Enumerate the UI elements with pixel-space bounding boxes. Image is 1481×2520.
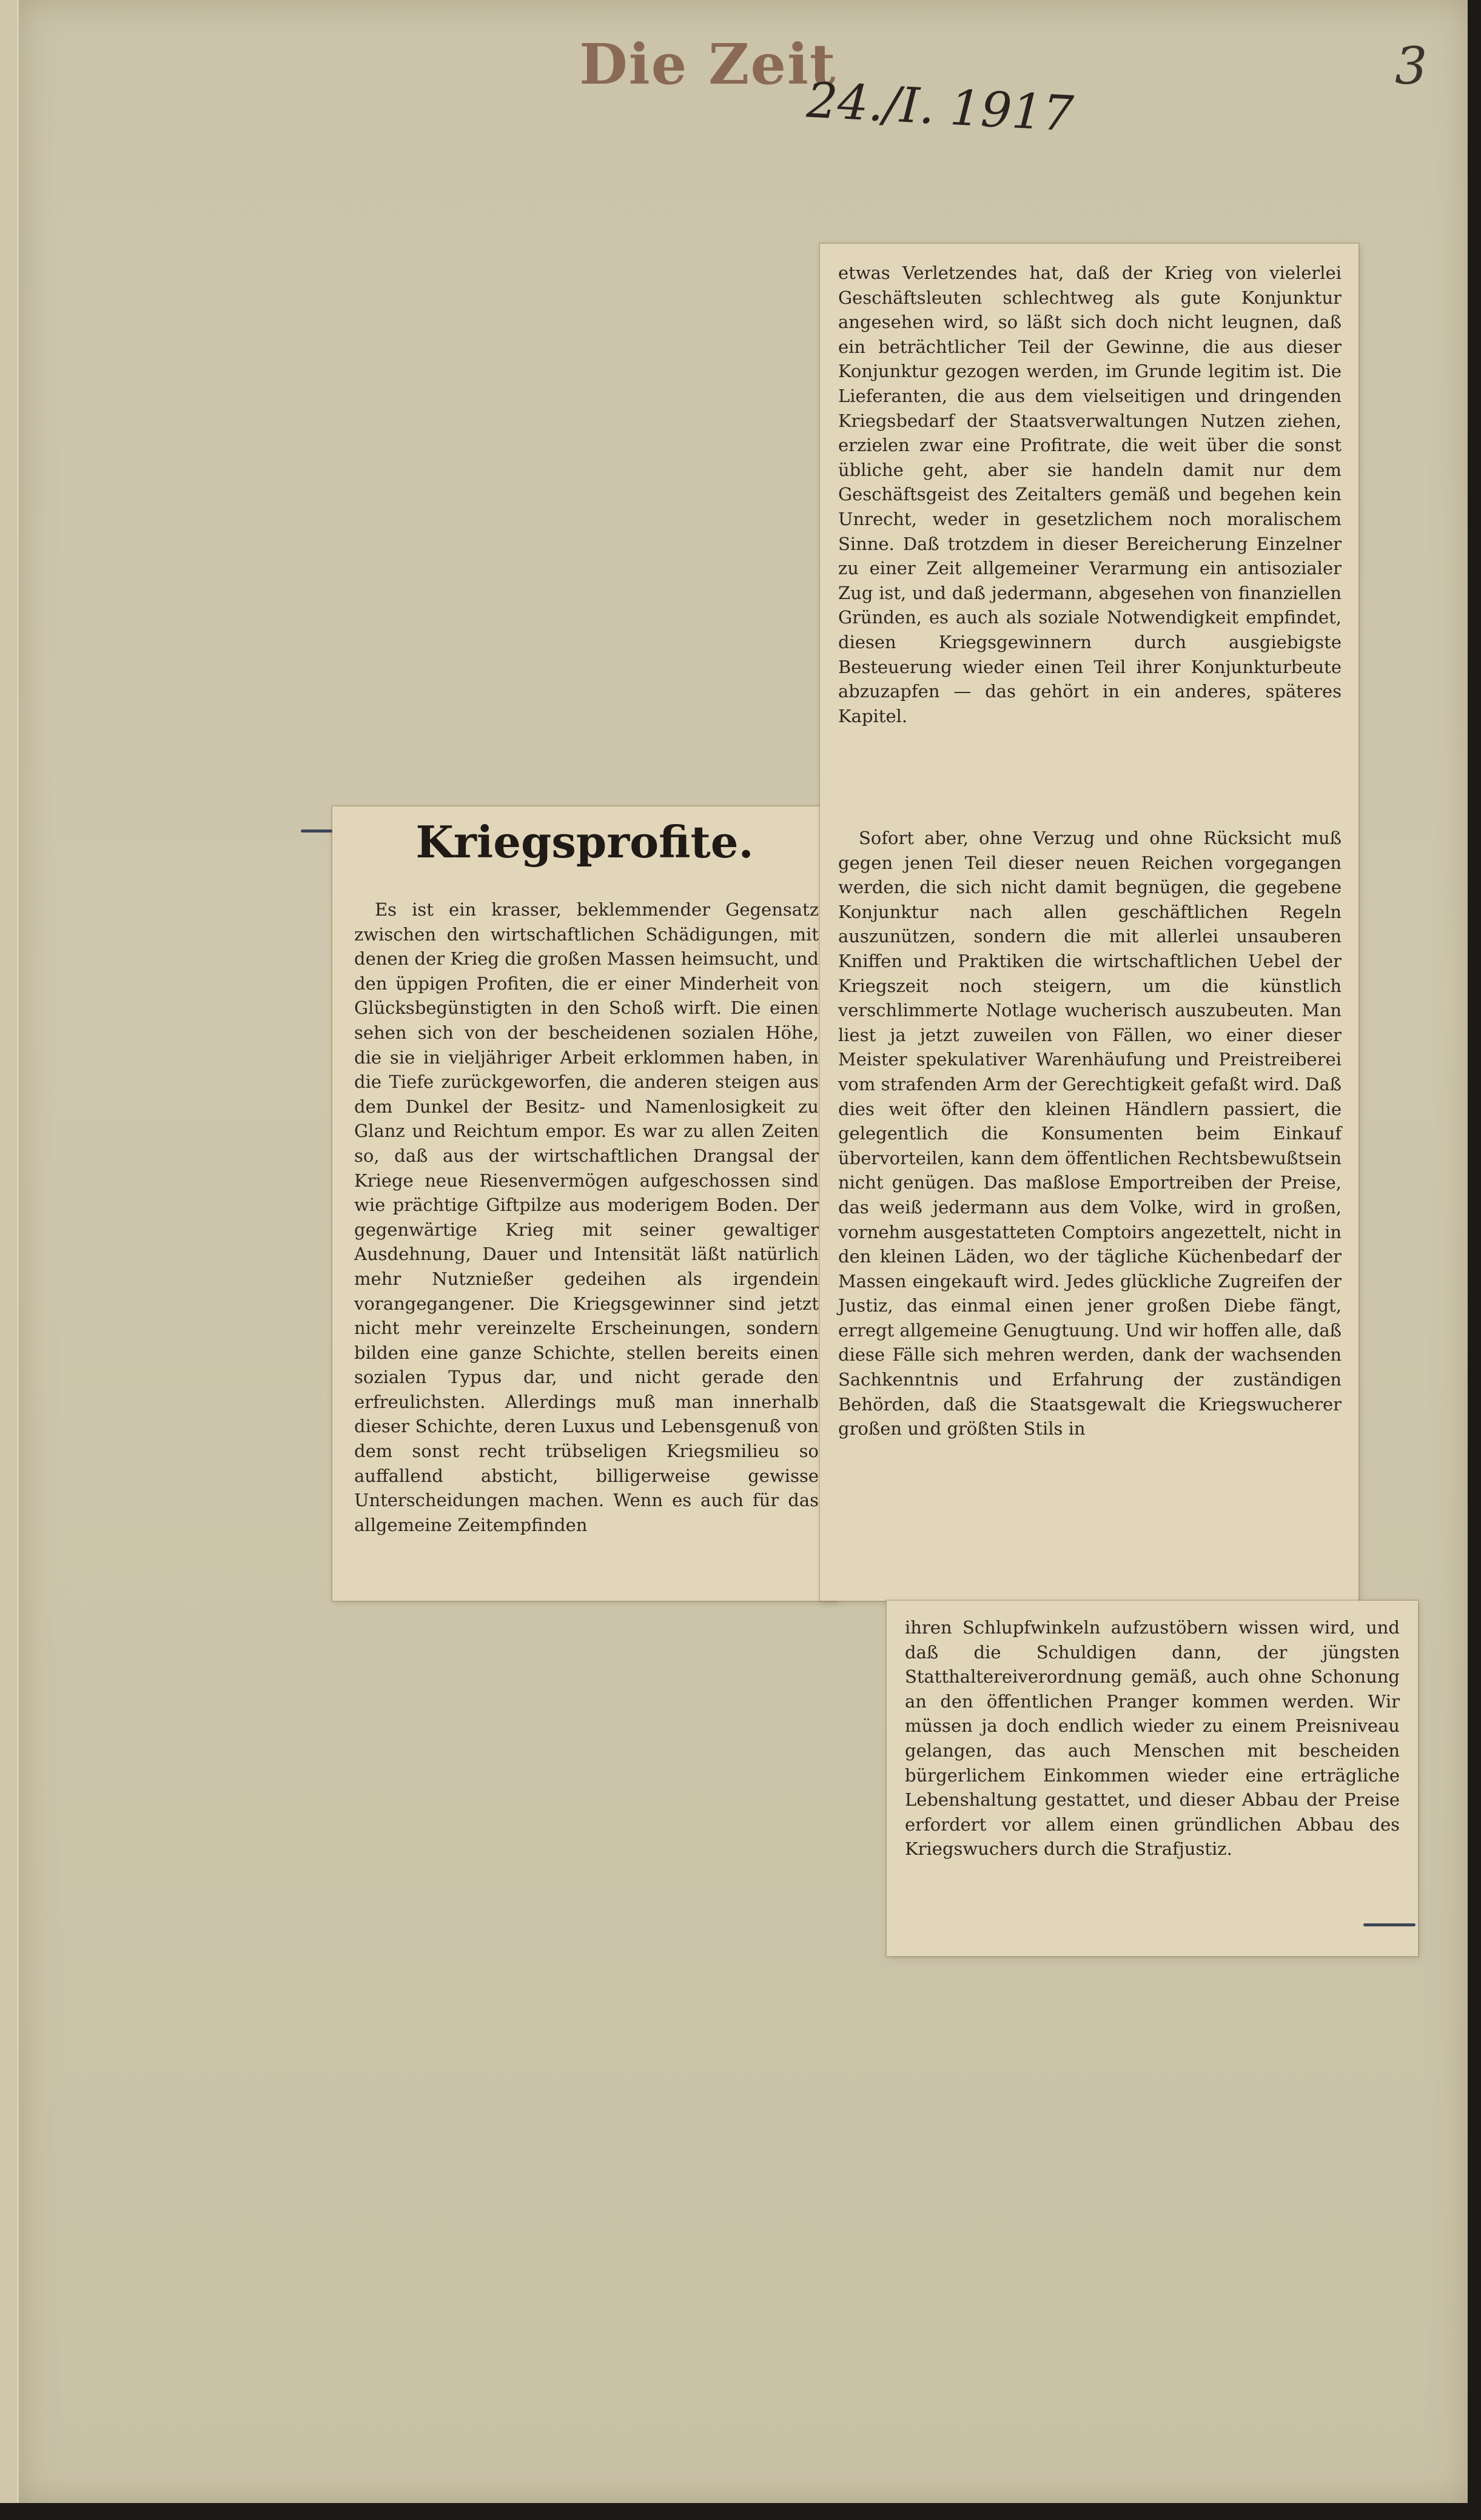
article-left-column-text: Es ist ein krasser, beklemmender Gegensatz zwischen den wirtschaftlichen Schädigungen, mit denen der Krieg die großen Massen heimsucht, und den üppigen Profiten, die er einer Minderheit von Glücksbegünstigten in den Schoß wirft. Die einen sehen sich von der bescheidenen sozialen Höhe, die sie in vieljähriger Arbeit erklommen haben, in die Tiefe zurückgeworfen, die anderen steigen aus dem Dunkel der Besitz- und Namenlosigkeit zu Glanz und Reichtum empor. Es war zu allen Zeiten so, daß aus der wirtschaftlichen Drangsal der Kriege neue Riesenvermögen aufgeschossen sind wie prächtige Giftpilze aus moderigem Boden. Der gegenwärtige Krieg mit seiner gewaltiger Ausdehnung, Dauer und Intensität läßt natürlich mehr Nutznießer gedeihen als irgendein vorangegangener. Die Kriegsgewinner sind jetzt nicht mehr vereinzelte Erscheinungen, sondern bilden eine ganze Schichte, stellen bereits einen sozialen Typus dar, und nicht gerade den erfreulichsten. Allerdings muß man innerhalb dieser Schichte, deren Luxus und Lebensgenuß von dem sonst recht trübseligen Kriegsmilieu so auffallend absticht, billigerweise gewisse Unterscheidungen machen. Wenn es auch für das allgemeine Zeitempfinden: [354, 899, 819, 1535]
pencil-end-mark: [1363, 1923, 1416, 1926]
scan-border-right: [1468, 0, 1481, 2520]
clipping-continuation: [887, 1601, 1418, 1956]
clipping-left-column: [332, 806, 837, 1601]
handwritten-page-number: 3: [1395, 36, 1428, 96]
handwritten-date: 24./I. 1917: [805, 72, 1075, 142]
article-right-column-text-1: etwas Verletzendes hat, daß der Krieg von vielerlei Geschäftsleuten schlechtweg als gute Konjunktur angesehen wird, so läßt sich doch nicht leugnen, daß ein beträchtlicher Teil der Gewinne, die aus dieser Konjunktur gezogen werden, im Grunde legitim ist. Die Lieferanten, die aus dem vielseitigen und dringenden Kriegsbedarf der Staatsverwaltungen Nutzen ziehen, erzielen zwar eine Profitrate, die weit über die sonst übliche geht, aber sie handeln damit nur dem Geschäftsgeist des Zeitalters gemäß und begehen kein Unrecht, weder in gesetzlichem noch moralischem Sinne. Daß trotzdem in dieser Bereicherung Einzelner zu einer Zeit allgemeiner Verarmung ein antisozialer Zug ist, und daß jedermann, abgesehen von finanziellen Gründen, es auch als soziale Notwendigkeit empfindet, diesen Kriegsgewinnern durch ausgiebigste Besteuerung wieder einen Teil ihrer Konjunkturbeute abzuzapfen — das gehört in ein anderes, späteres Kapitel.: [838, 263, 1342, 726]
article-right-column-text-2: Sofort aber, ohne Verzug und ohne Rücksicht muß gegen jenen Teil dieser neuen Reichen vorgegangen werden, die sich nicht damit begnügen, die gegebene Konjunktur nach allen geschäftlichen Regeln auszunützen, sondern die mit allerlei unsauberen Kniffen und Praktiken die wirtschaftlichen Uebel der Kriegszeit noch steigern, um die künstlich verschlimmerte Notlage wucherisch auszubeuten. Man liest ja jetzt zuweilen von Fällen, wo einer dieser Meister spekulativer Warenhäufung und Preistreiberei vom strafenden Arm der Gerechtigkeit gefaßt wird. Daß dies weit öfter den kleinen Händlern passiert, die gelegentlich die Konsumenten beim Einkauf übervorteilen, kann dem öffentlichen Rechtsbewußtsein nicht genügen. Das maßlose Emportreiben der Preise, das weiß jedermann aus dem Volke, wird in großen, vornehm ausgestatteten Comptoirs angezettelt, nicht in den kleinen Läden, wo der tägliche Küchenbedarf der Massen eingekauft wird. Jedes glückliche Zugreifen der Justiz, das einmal einen jener großen Diebe fängt, erregt allgemeine Genugtuung. Und wir hoffen alle, daß diese Fälle sich mehren werden, dank der wachsenden Sachkenntnis und Erfahrung der zuständigen Behörden, daß die Staatsgewalt die Kriegswucherer großen und größten Stils in: [838, 828, 1342, 1439]
newspaper-masthead: Die Zeit: [579, 32, 837, 97]
article-headline: Kriegsprofite.: [415, 816, 754, 868]
article-continuation-text: ihren Schlupfwinkeln aufzustöbern wissen wird, und daß die Schuldigen dann, der jüngsten Statthaltereiverordnung gemäß, auch ohne Schonung an den öffentlichen Pranger kommen werden. Wir müssen ja doch endlich wieder zu einem Preisniveau gelangen, das auch Menschen mit bescheiden bürgerlichem Einkommen wieder eine erträgliche Lebenshaltung gestattet, und dieser Abbau der Preise erfordert vor allem einen gründlichen Abbau des Kriegswuchers durch die Strafjustiz.: [905, 1617, 1400, 1860]
clipping-right-column: [820, 244, 1358, 1601]
scan-border-bottom: [0, 2503, 1481, 2520]
